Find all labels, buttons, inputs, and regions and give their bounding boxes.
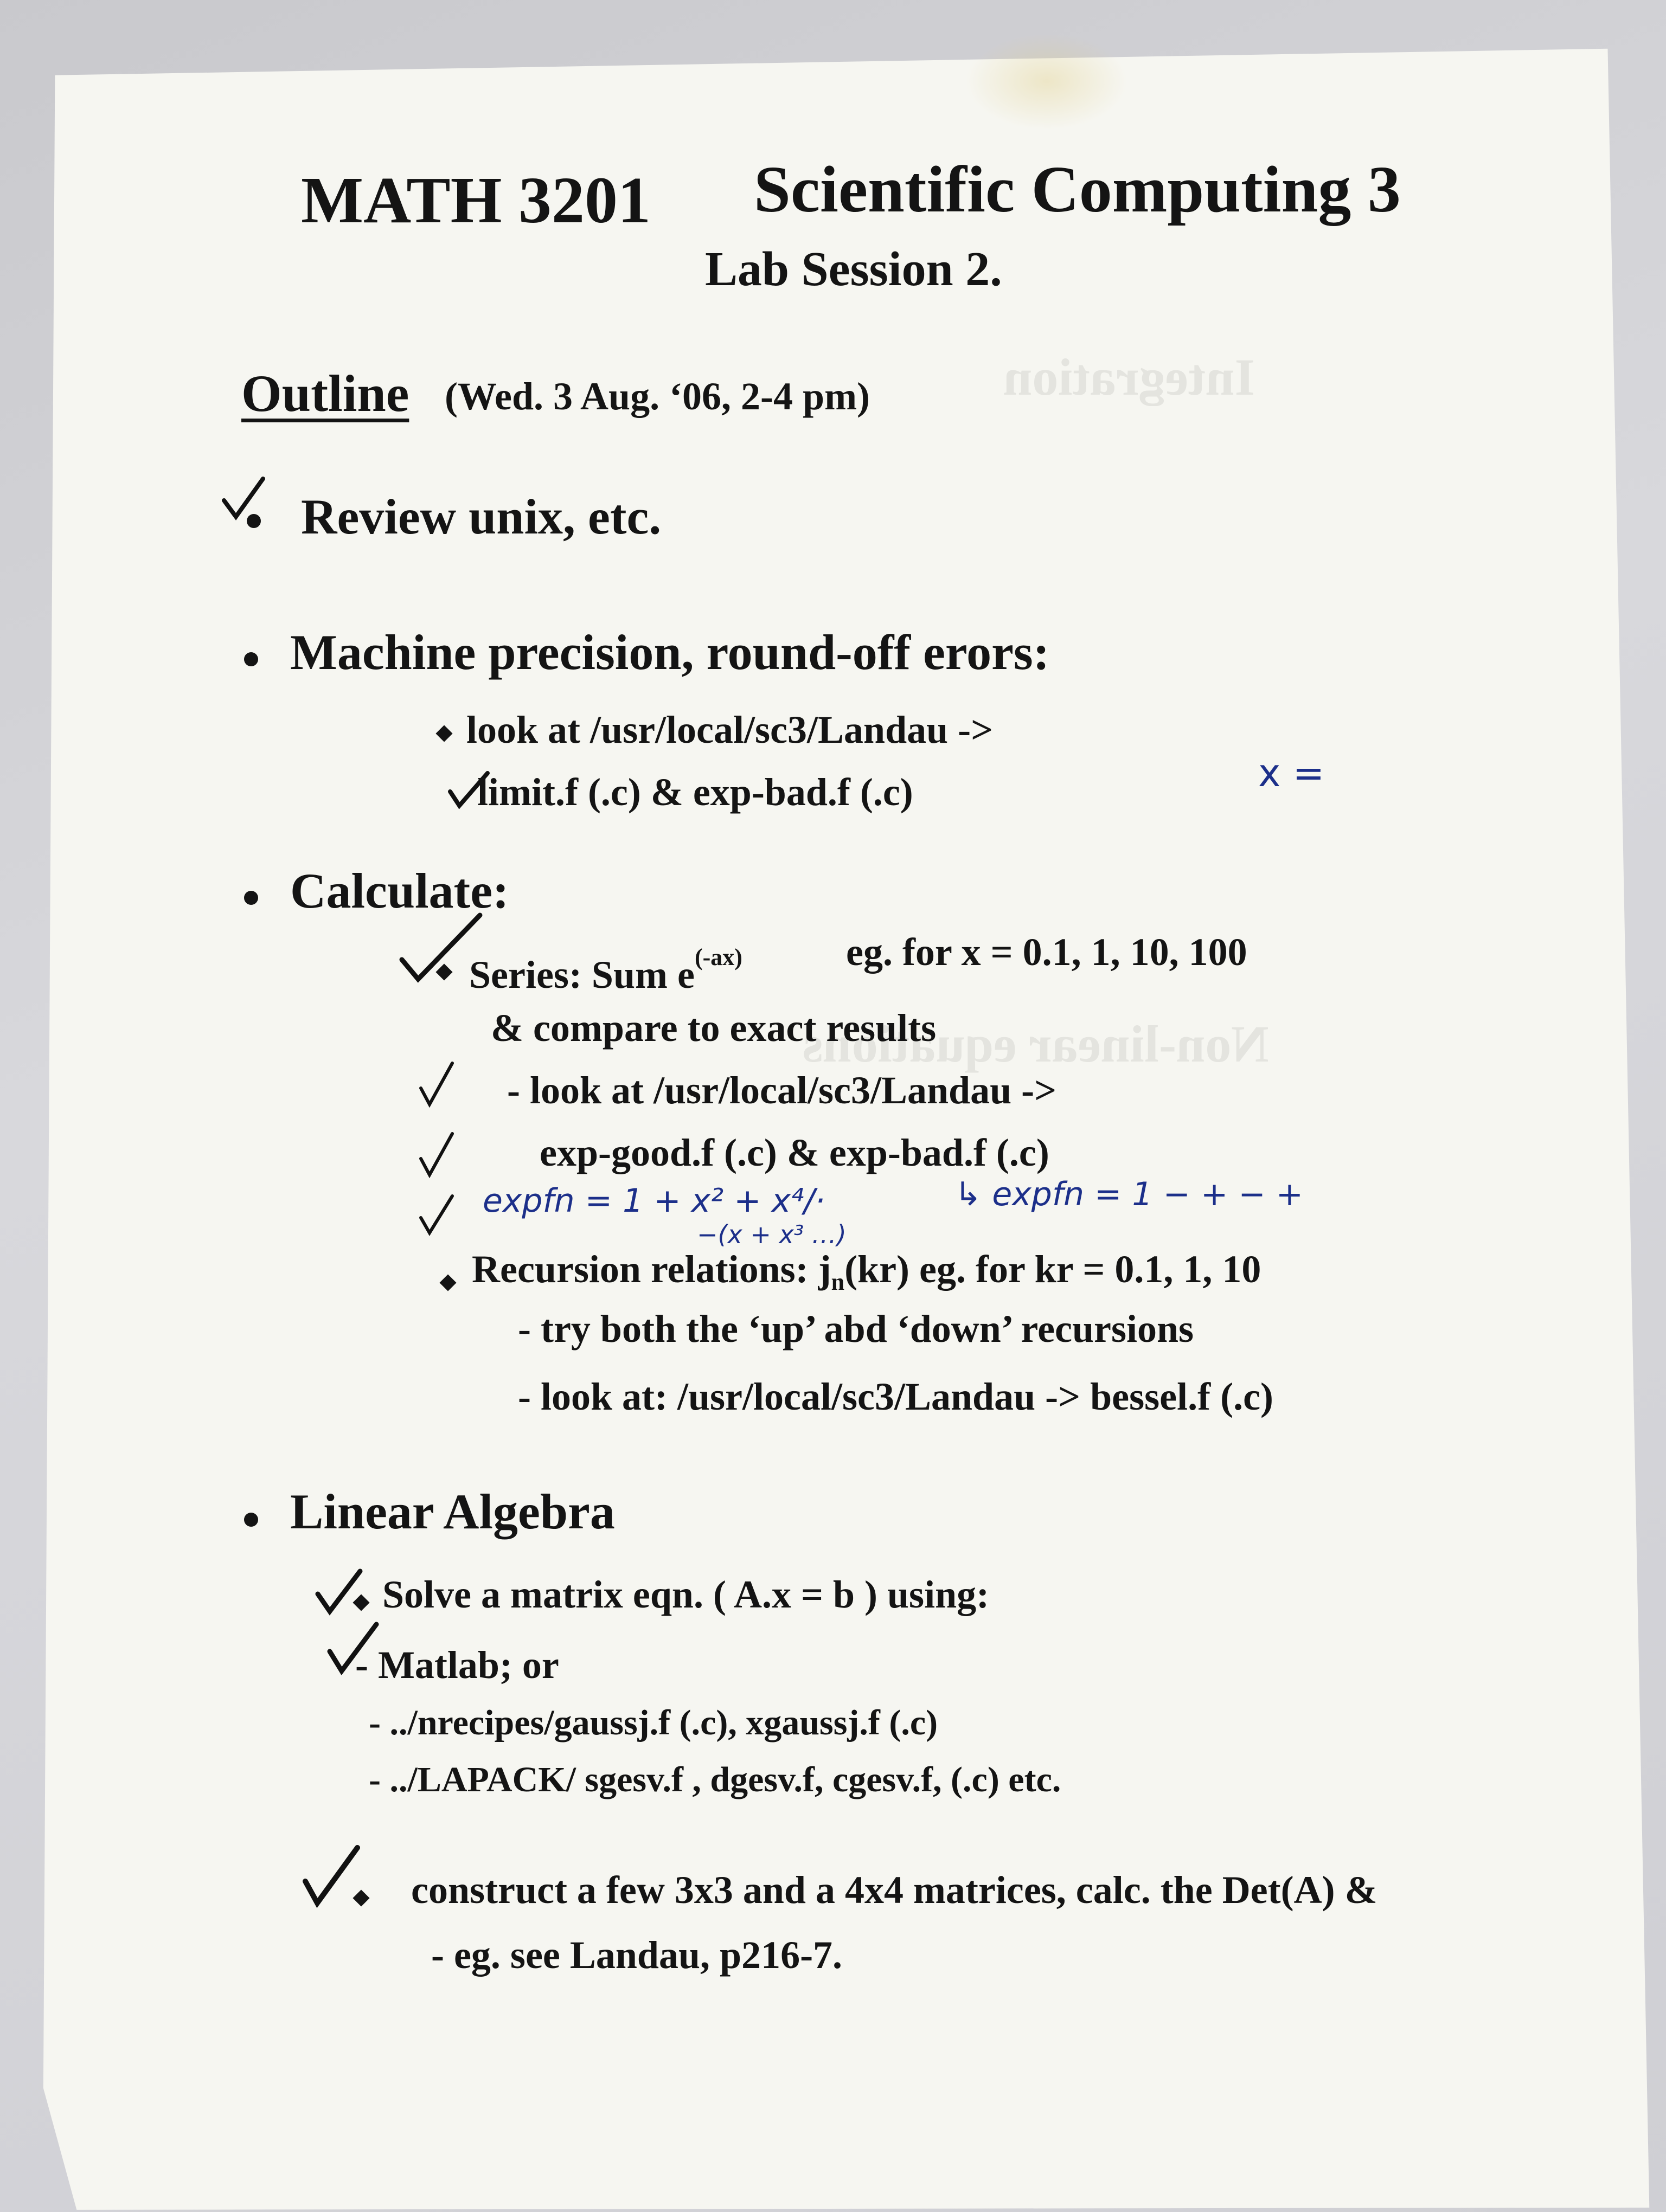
handwritten-x-equals: x = bbox=[1258, 751, 1325, 795]
outline-label: Outline bbox=[241, 364, 409, 422]
check-files-icon bbox=[418, 1130, 456, 1179]
recursion-bessel: - look at: /usr/local/sc3/Landau -> bessel.f (.c) bbox=[518, 1375, 1273, 1418]
series-exponent: (-ax) bbox=[694, 944, 742, 970]
linear-construct: construct a few 3x3 and a 4x4 matrices, calc. the Det(A) & bbox=[411, 1868, 1377, 1912]
series-compare: & compare to exact results bbox=[491, 1006, 937, 1050]
recursion-text bbox=[472, 1247, 1261, 1296]
handwritten-expfn: expfn = 1 + x² + x⁴/· bbox=[483, 1182, 825, 1220]
section-precision-title: Machine precision, round-off erors: bbox=[290, 625, 1050, 680]
bullet-review bbox=[247, 514, 261, 528]
section-calculate-title: Calculate: bbox=[290, 863, 509, 918]
linear-matlab: - Matlab; or bbox=[355, 1643, 559, 1687]
check-expfn-icon bbox=[418, 1193, 456, 1236]
check-review-icon bbox=[220, 474, 268, 523]
precision-files: limit.f (.c) & exp-bad.f (.c) bbox=[477, 770, 913, 814]
bullet-calculate bbox=[244, 891, 258, 905]
handwritten-expfn-sub: −(x + x³ …) bbox=[697, 1220, 847, 1249]
linear-see: - eg. see Landau, p216-7. bbox=[431, 1933, 843, 1977]
series-look: - look at /usr/local/sc3/Landau -> bbox=[507, 1069, 1057, 1112]
linear-lapack: - ../LAPACK/ sgesv.f , dgesv.f, cgesv.f, (.c) etc. bbox=[369, 1760, 1061, 1799]
course-title: Scientific Computing 3 bbox=[754, 153, 1401, 226]
series-text bbox=[469, 943, 742, 998]
section-linear-title: Linear Algebra bbox=[290, 1484, 615, 1539]
lab-session: Lab Session 2. bbox=[705, 242, 1002, 296]
bleed-through-nonlinear: Non-linear equations bbox=[803, 1015, 1269, 1073]
series-files: exp-good.f (.c) & exp-bad.f (.c) bbox=[540, 1131, 1049, 1174]
check-construct-icon bbox=[301, 1843, 361, 1908]
bullet-linear bbox=[244, 1513, 258, 1527]
precision-look: look at /usr/local/sc3/Landau -> bbox=[466, 708, 994, 751]
section-review: Review unix, etc. bbox=[301, 489, 662, 544]
series-eg: eg. for x = 0.1, 1, 10, 100 bbox=[846, 930, 1247, 974]
linear-gaussj: - ../nrecipes/gaussj.f (.c), xgaussj.f (.c) bbox=[369, 1703, 938, 1742]
check-look-icon bbox=[418, 1060, 456, 1109]
series-label: Series: Sum e bbox=[469, 953, 695, 996]
outline-date: (Wed. 3 Aug. ‘06, 2-4 pm) bbox=[445, 375, 870, 418]
recursion-rest: (kr) eg. for kr = 0.1, 1, 10 bbox=[844, 1248, 1261, 1291]
course-code: MATH 3201 bbox=[301, 164, 651, 237]
bullet-precision bbox=[244, 652, 258, 666]
recursion-try: - try both the ‘up’ abd ‘down’ recursions bbox=[518, 1307, 1194, 1351]
recursion-subscript: n bbox=[831, 1269, 845, 1295]
recursion-label: Recursion relations: j bbox=[472, 1248, 831, 1291]
paper-stain bbox=[965, 33, 1128, 130]
bleed-through-integration: Integration bbox=[1003, 348, 1255, 406]
handwritten-expfn-right: ↳ expfn = 1 − + − + bbox=[954, 1175, 1303, 1213]
linear-solve: Solve a matrix eqn. ( A.x = b ) using: bbox=[382, 1573, 990, 1616]
check-solve-icon bbox=[315, 1567, 363, 1616]
